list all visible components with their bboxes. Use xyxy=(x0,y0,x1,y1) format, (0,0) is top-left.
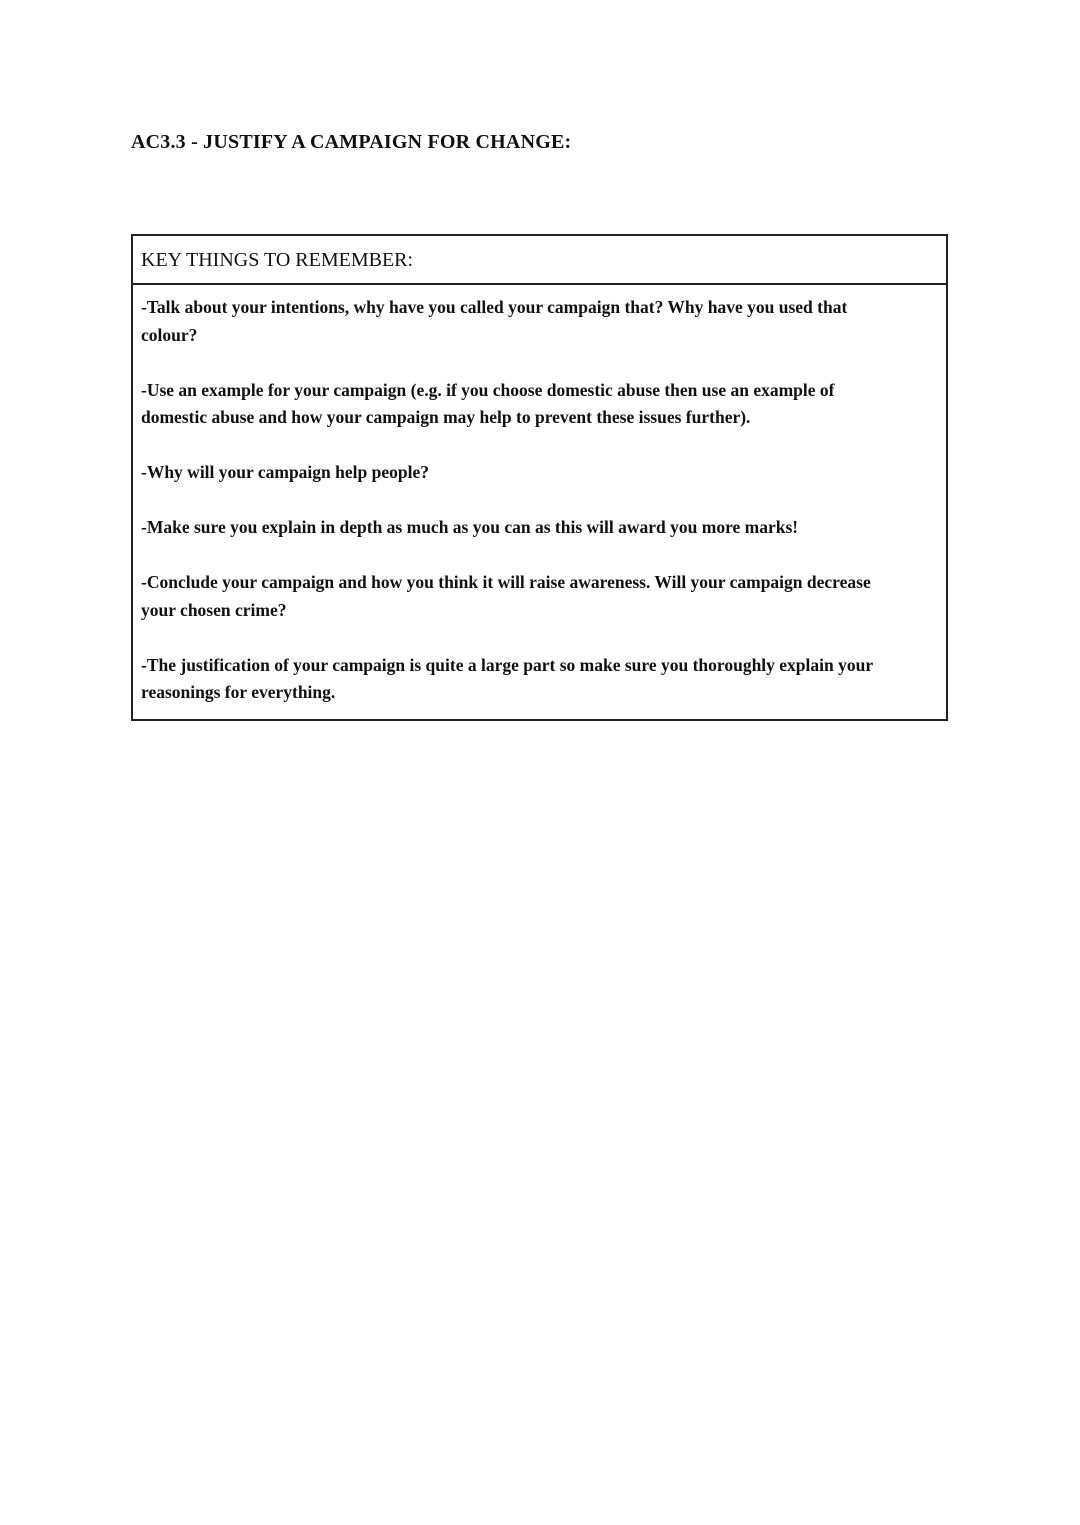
page-title: AC3.3 - JUSTIFY A CAMPAIGN FOR CHANGE: xyxy=(131,131,572,153)
key-things-box xyxy=(131,234,948,721)
tip-line: -The justification of your campaign is quite a large part so make sure you thoroughly explain your xyxy=(141,654,874,675)
tip-line: -Make sure you explain in depth as much as you can as this will award you more marks! xyxy=(141,517,799,537)
tip-line: -Conclude your campaign and how you think it will raise awareness. Will your campaign decrease xyxy=(141,572,871,592)
tip-line: colour? xyxy=(141,324,198,345)
tip-paragraph xyxy=(141,377,946,432)
tip-line: your chosen crime? xyxy=(141,599,287,620)
tip-paragraph xyxy=(141,294,946,349)
tip-line: -Use an example for your campaign (e.g. if you choose domestic abuse then use an example of xyxy=(141,379,835,400)
tip-line: -Why will your campaign help people? xyxy=(141,462,429,482)
tip-paragraph xyxy=(141,569,946,624)
tip-line: domestic abuse and how your campaign may help to prevent these issues further). xyxy=(141,407,751,427)
tip-paragraph xyxy=(141,459,946,487)
box-body xyxy=(133,285,946,707)
tip-paragraph xyxy=(141,514,946,542)
tip-line: -Talk about your intentions, why have you called your campaign that? Why have you used that xyxy=(141,297,848,317)
tip-paragraph xyxy=(141,652,946,707)
box-heading: KEY THINGS TO REMEMBER: xyxy=(133,236,946,285)
tip-line: reasonings for everything. xyxy=(141,682,336,702)
